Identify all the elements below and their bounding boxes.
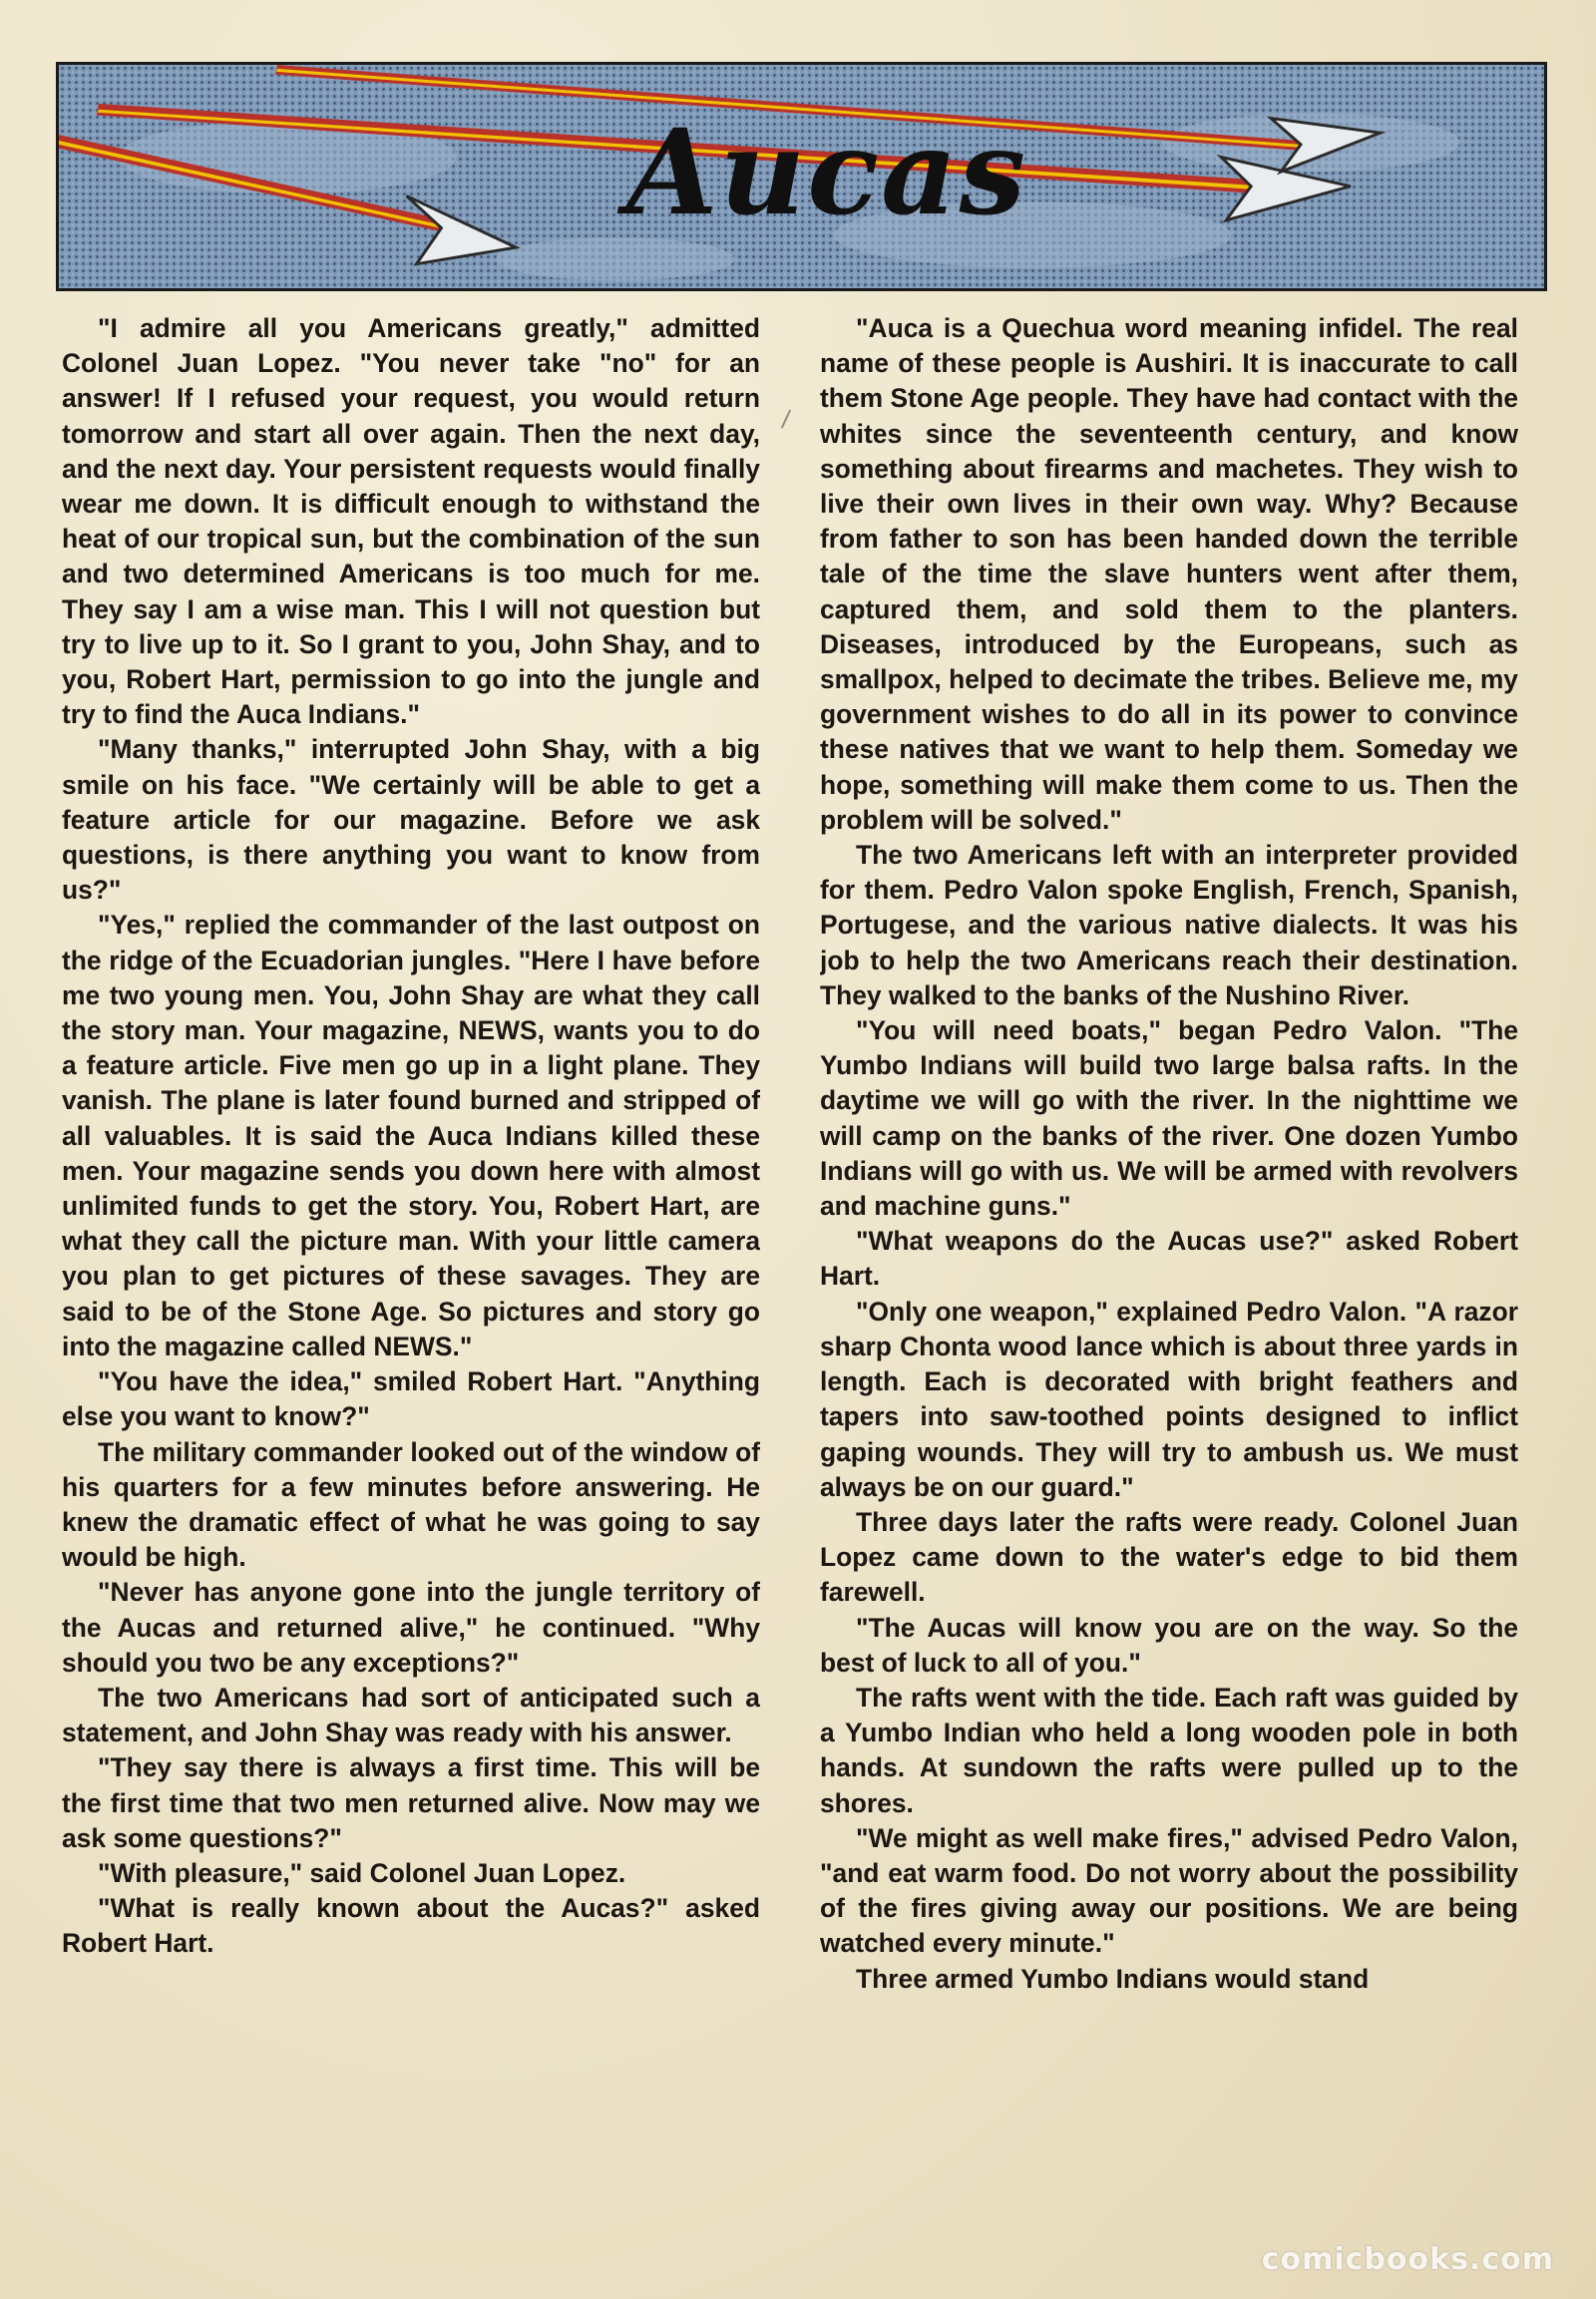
left-text-column: [62, 311, 760, 2241]
paragraph: "Yes," replied the commander of the last outpost on the ridge of the Ecuadorian jungles. "Here I have before me two young men. You, John Shay are what they call the story man. Your magazine, NEWS, wants you to do a feature article. Five men go up in a light plane. They vanish. The plane is later found burned and stripped of all valuables. It is said the Auca Indians killed these men. Your magazine sends you down here with almost unlimited funds to get the story. You, Robert Hart, are what they call the picture man. With your little camera you plan to get pictures of these savages. They are said to be of the Stone Age. So pictures and story go into the magazine called NEWS.": [62, 910, 760, 1361]
paragraph: The two Americans left with an interpreter provided for them. Pedro Valon spoke English, French, Spanish, Portugese, and the various native dialects. It was his job to help the two Americans reach their destination. They walked to the banks of the Nushino River.: [820, 840, 1518, 1010]
paragraph: "They say there is always a first time. This will be the first time that two men returned alive. Now may we ask some questions?": [62, 1752, 760, 1853]
site-watermark: comicbooks.com: [1261, 2242, 1554, 2277]
paragraph: "You have the idea," smiled Robert Hart. "Anything else you want to know?": [62, 1366, 760, 1432]
paragraph: The rafts went with the tide. Each raft was guided by a Yumbo Indian who held a long wooden pole in both hands. At sundown the rafts were pulled up to the shores.: [820, 1682, 1518, 1818]
paragraph: Three days later the rafts were ready. Colonel Juan Lopez came down to the water's edge to bid them farewell.: [820, 1506, 1518, 1608]
paragraph: "You will need boats," began Pedro Valon. "The Yumbo Indians will build two large balsa rafts. In the daytime we will go with the river. In the nighttime we will camp on the banks of the river. One dozen Yumbo Indians will go with us. We will be armed with revolvers and machine guns.": [820, 1015, 1518, 1222]
right-text-column: [820, 311, 1518, 2241]
paragraph: "With pleasure," said Colonel Juan Lopez.: [98, 1857, 626, 1888]
paragraph: "What weapons do the Aucas use?" asked Robert Hart.: [820, 1226, 1518, 1292]
paragraph: "The Aucas will know you are on the way. So the best of luck to all of you.": [820, 1612, 1518, 1678]
paragraph: "We might as well make fires," advised Pedro Valon, "and eat warm food. Do not worry about the possibility of the fires giving away our positions. We are being watched every minute.": [820, 1822, 1518, 1959]
page-title: Aucas: [625, 103, 1028, 241]
paragraph: "What is really known about the Aucas?" asked Robert Hart.: [62, 1893, 760, 1959]
paragraph: The military commander looked out of the window of his quarters for a few minutes before answering. He knew the dramatic effect of what he was going to say would be high.: [62, 1436, 760, 1573]
paragraph: "Only one weapon," explained Pedro Valon. "A razor sharp Chonta wood lance which is about three yards in length. Each is decorated with bright feathers and tapers into saw-toothed points designed to inflict gaping wounds. They will try to ambush us. We must always be on our guard.": [820, 1296, 1518, 1502]
paragraph: "Many thanks," interrupted John Shay, with a big smile on his face. "We certainly will be able to get a feature article for our magazine. Before we ask questions, is there anything you want to know from us?": [62, 734, 760, 906]
paragraph: The two Americans had sort of anticipated such a statement, and John Shay was ready with his answer.: [62, 1682, 760, 1748]
paragraph: Three armed Yumbo Indians would stand: [856, 1963, 1370, 1994]
paragraph: "Auca is a Quechua word meaning infidel. The real name of these people is Aushiri. It is inaccurate to call them Stone Age people. They have had contact with the whites since the seventeenth century, and know something about firearms and machetes. They wish to live their own lives in their own way. Why? Because from father to son has been handed down the terrible tale of the time the slave hunters went after them, captured them, and sold them to the planters. Diseases, introduced by the Europeans, such as smallpox, helped to decimate the tribes. Believe me, my government wishes to do all in its power to convince these natives that we want to help them. Someday we hope, something will make them come to us. Then the problem will be solved.": [820, 313, 1518, 835]
gutter-mark: [781, 410, 791, 429]
paragraph: "I admire all you Americans greatly," admitted Colonel Juan Lopez. "You never take "no" for an answer! If I refused your request, you would return tomorrow and start all over again. Then the next day, and the next day. Your persistent requests would finally wear me down. It is difficult enough to withstand the heat of our tropical sun, but the combination of the sun and two determined Americans is too much for me. They say I am a wise man. This I will not question but try to live up to it. So I grant to you, John Shay, and to you, Robert Hart, permission to go into the jungle and try to find the Auca Indians.": [62, 313, 760, 730]
title-banner: [56, 62, 1547, 291]
paragraph: "Never has anyone gone into the jungle territory of the Aucas and returned alive," he continued. "Why should you two be any exceptions?": [62, 1577, 760, 1678]
